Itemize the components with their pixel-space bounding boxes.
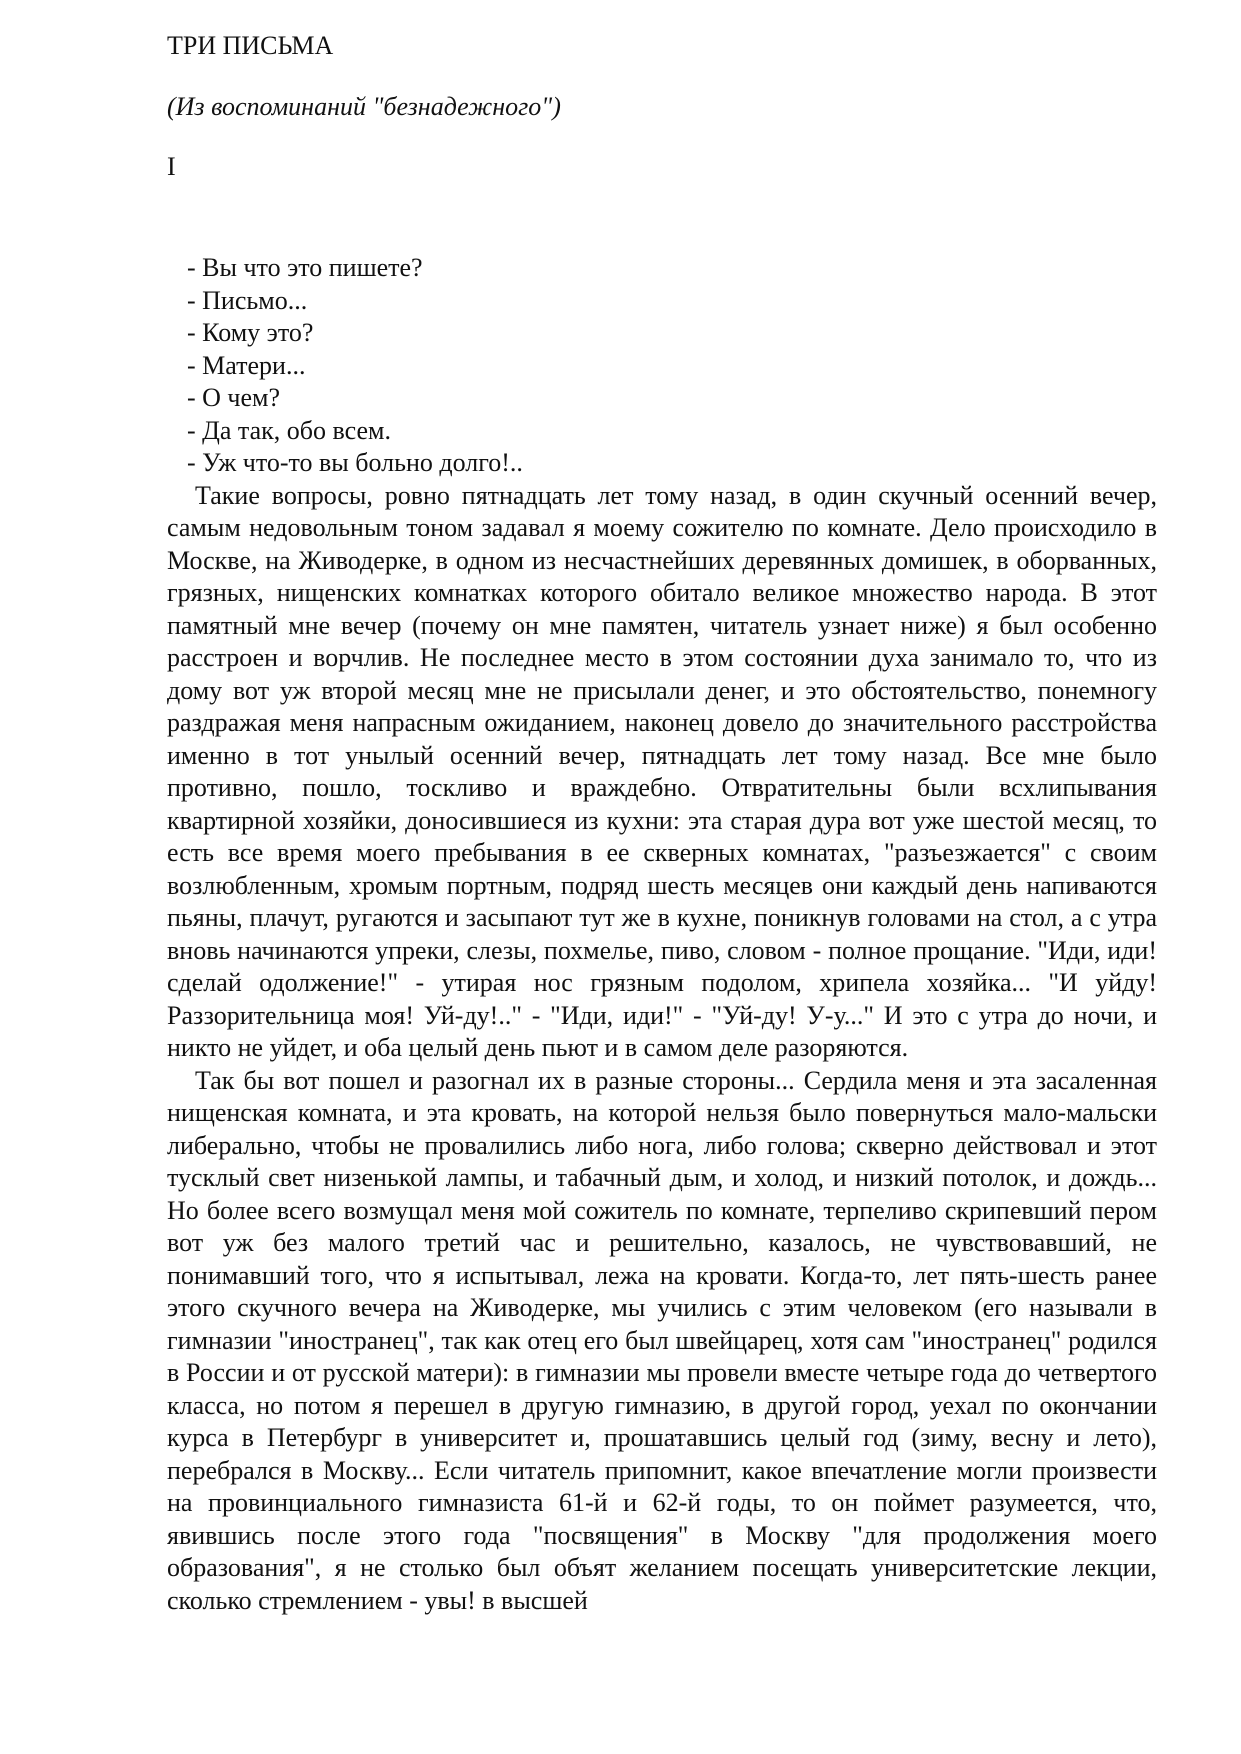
dialog-line: - Да так, обо всем. (187, 415, 391, 445)
dialog-line: - Уж что-то вы больно долго!.. (187, 448, 523, 477)
dialog-line: - Вы что это пишете? (187, 253, 423, 282)
body-paragraph: Так бы вот пошел и разогнал их в разные стороны... Сердила меня и эта засаленная нищенская комната, и эта кровать, на которой нельзя было повернуться мало-мальски либерально, чтобы не провалились либо нога, либо голова; скверно действовал и этот тусклый свет низенькой лампы, и табачный дым, и холод, и низкий потолок, и дождь... Но более всего возмущал меня мой сожитель по комнате, терпеливо скрипевший пером вот уж без малого третий час и решительно, казалось, не чувствовавший, не понимавший того, что я испытывал, лежа на кровати. Когда-то, лет пять-шесть ранее этого скучного вечера на Живодерке, мы учились с этим человеком (его называли в гимназии "иностранец", так как отец его был швейцарец, хотя сам "иностранец" родился в России и от русской матери): в гимназии мы провели вместе четыре года до четвертого класса, но потом я перешел в другую гимназию, в другой город, уехал по окончании курса в Петербург в университет и, прошатавшись целый год (зиму, весну и лето), перебрался в Москву... Если читатель припомнит, какое впечатление могли произвести на провинциального гимназиста 61-й и 62-й годы, то он поймет разумеется, что, явившись после этого года "посвящения" в Москву "для продолжения моего образования", я не столько был объят желанием посещать университетские лекции, сколько стремлением - увы! в высшей (167, 1065, 1157, 1615)
dialog-line: - Письмо... (187, 285, 308, 315)
dialog-line: - О чем? (187, 383, 281, 412)
dialog-line: - Матери... (187, 350, 306, 380)
body-paragraph: Такие вопросы, ровно пятнадцать лет тому назад, в один скучный осенний вечер, самым недовольным тоном задавал я моему сожителю по комнате. Дело происходило в Москве, на Живодерке, в одном из несчастнейших деревянных домишек, в оборванных, грязных, нищенских комнатках которого обитало великое множество народа. В этот памятный мне вечер (почему он мне памятен, читатель узнает ниже) я был особенно расстроен и ворчлив. Не последнее место в этом состоянии духа занимало то, что из дому вот уж второй месяц мне не присылали денег, и это обстоятельство, понемногу раздражая меня напрасным ожиданием, наконец довело до значительного расстройства именно в тот унылый осенний вечер, пятнадцать лет тому назад. Все мне было противно, пошло, тоскливо и враждебно. Отвратительны были всхлипывания квартирной хозяйки, доносившиеся из кухни: эта старая дура вот уже шестой месяц, то есть все время моего пребывания в ее скверных комнатах, "разъезжается" с своим возлюбленным, хромым портным, подряд шесть месяцев они каждый день напиваются пьяны, плачут, ругаются и засыпают тут же в кухне, поникнув головами на стол, а с утра вновь начинаются упреки, слезы, похмелье, пиво, словом - полное прощание. "Иди, иди! сделай одолжение!" - утирая нос грязным подолом, хрипела хозяйка... "И уйду! Раззорительница моя! Уй-ду!.." - "Иди, иди!" - "Уй-ду! У-у..." И это с утра до ночи, и никто не уйдет, и оба целый день пьют и в самом деле разоряются. (167, 480, 1157, 1062)
dialog-line: - Кому это? (187, 318, 314, 347)
dialog-block (187, 252, 1157, 480)
document-subtitle: (Из воспоминаний "безнадежного") (167, 92, 561, 121)
document-page (167, 30, 1157, 1617)
document-title: ТРИ ПИСЬМА (167, 31, 334, 60)
chapter-number: I (167, 152, 176, 181)
